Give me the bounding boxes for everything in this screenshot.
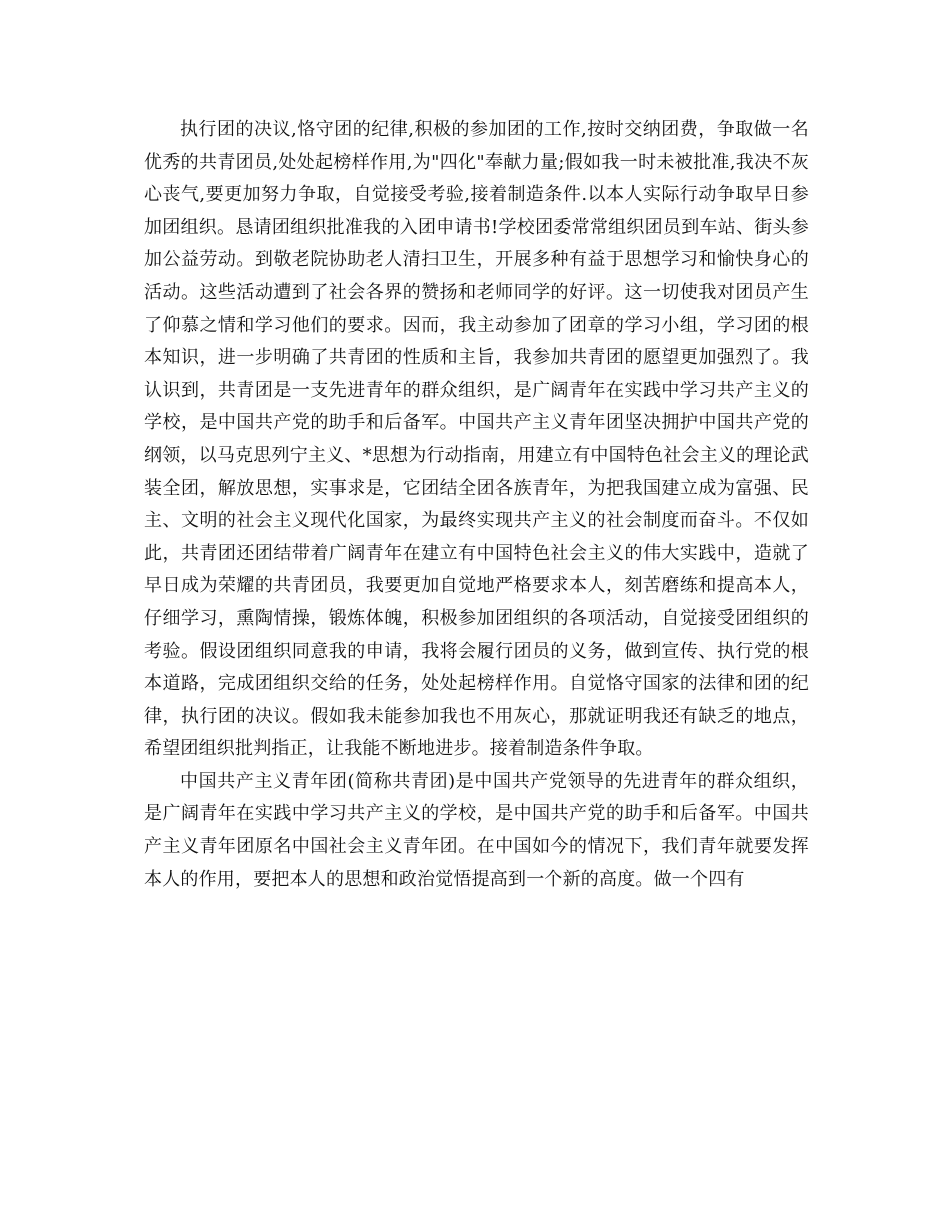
- document-body: [144, 114, 809, 896]
- paragraph-2: 中国共产主义青年团(简称共青团)是中国共产党领导的先进青年的群众组织，是广阔青年在实践中学习共产主义的学校，是中国共产党的助手和后备军。中国共产主义青年团原名中国社会主义青年团。在中国如今的情况下，我们青年就要发挥本人的作用，要把本人的思想和政治觉悟提高到一个新的高度。做一个四有: [144, 770, 809, 890]
- paragraph-1: 执行团的决议,恪守团的纪律,积极的参加团的工作,按时交纳团费，争取做一名优秀的共青团员,处处起榜样作用,为"四化"奉献力量;假如我一时未被批准,我决不灰心丧气,要更加努力争取，自觉接受考验,接着制造条件.以本人实际行动争取早日参加团组织。恳请团组织批准我的入团申请书!学校团委常常组织团员到车站、街头参加公益劳动。到敬老院协助老人清扫卫生，开展多种有益于思想学习和愉快身心的活动。这些活动遭到了社会各界的赞扬和老师同学的好评。这一切使我对团员产生了仰慕之情和学习他们的要求。因而，我主动参加了团章的学习小组，学习团的根本知识，进一步明确了共青团的性质和主旨，我参加共青团的愿望更加强烈了。我认识到，共青团是一支先进青年的群众组织，是广阔青年在实践中学习共产主义的学校，是中国共产党的助手和后备军。中国共产主义青年团坚决拥护中国共产党的纲领，以马克思列宁主义、*思想为行动指南，用建立有中国特色社会主义的理论武装全团，解放思想，实事求是，它团结全团各族青年，为把我国建立成为富强、民主、文明的社会主义现代化国家，为最终实现共产主义的社会制度而奋斗。不仅如此，共青团还团结带着广阔青年在建立有中国特色社会主义的伟大实践中，造就了早日成为荣耀的共青团员，我要更加自觉地严格要求本人，刻苦磨练和提高本人，仔细学习，熏陶情操，锻炼体魄，积极参加团组织的各项活动，自觉接受团组织的考验。假设团组织同意我的申请，我将会履行团员的义务，做到宣传、执行党的根本道路，完成团组织交给的任务，处处起榜样作用。自觉恪守国家的法律和团的纪律，执行团的决议。假如我未能参加我也不用灰心，那就证明我还有缺乏的地点，希望团组织批判指正，让我能不断地进步。接着制造条件争取。: [144, 119, 809, 760]
